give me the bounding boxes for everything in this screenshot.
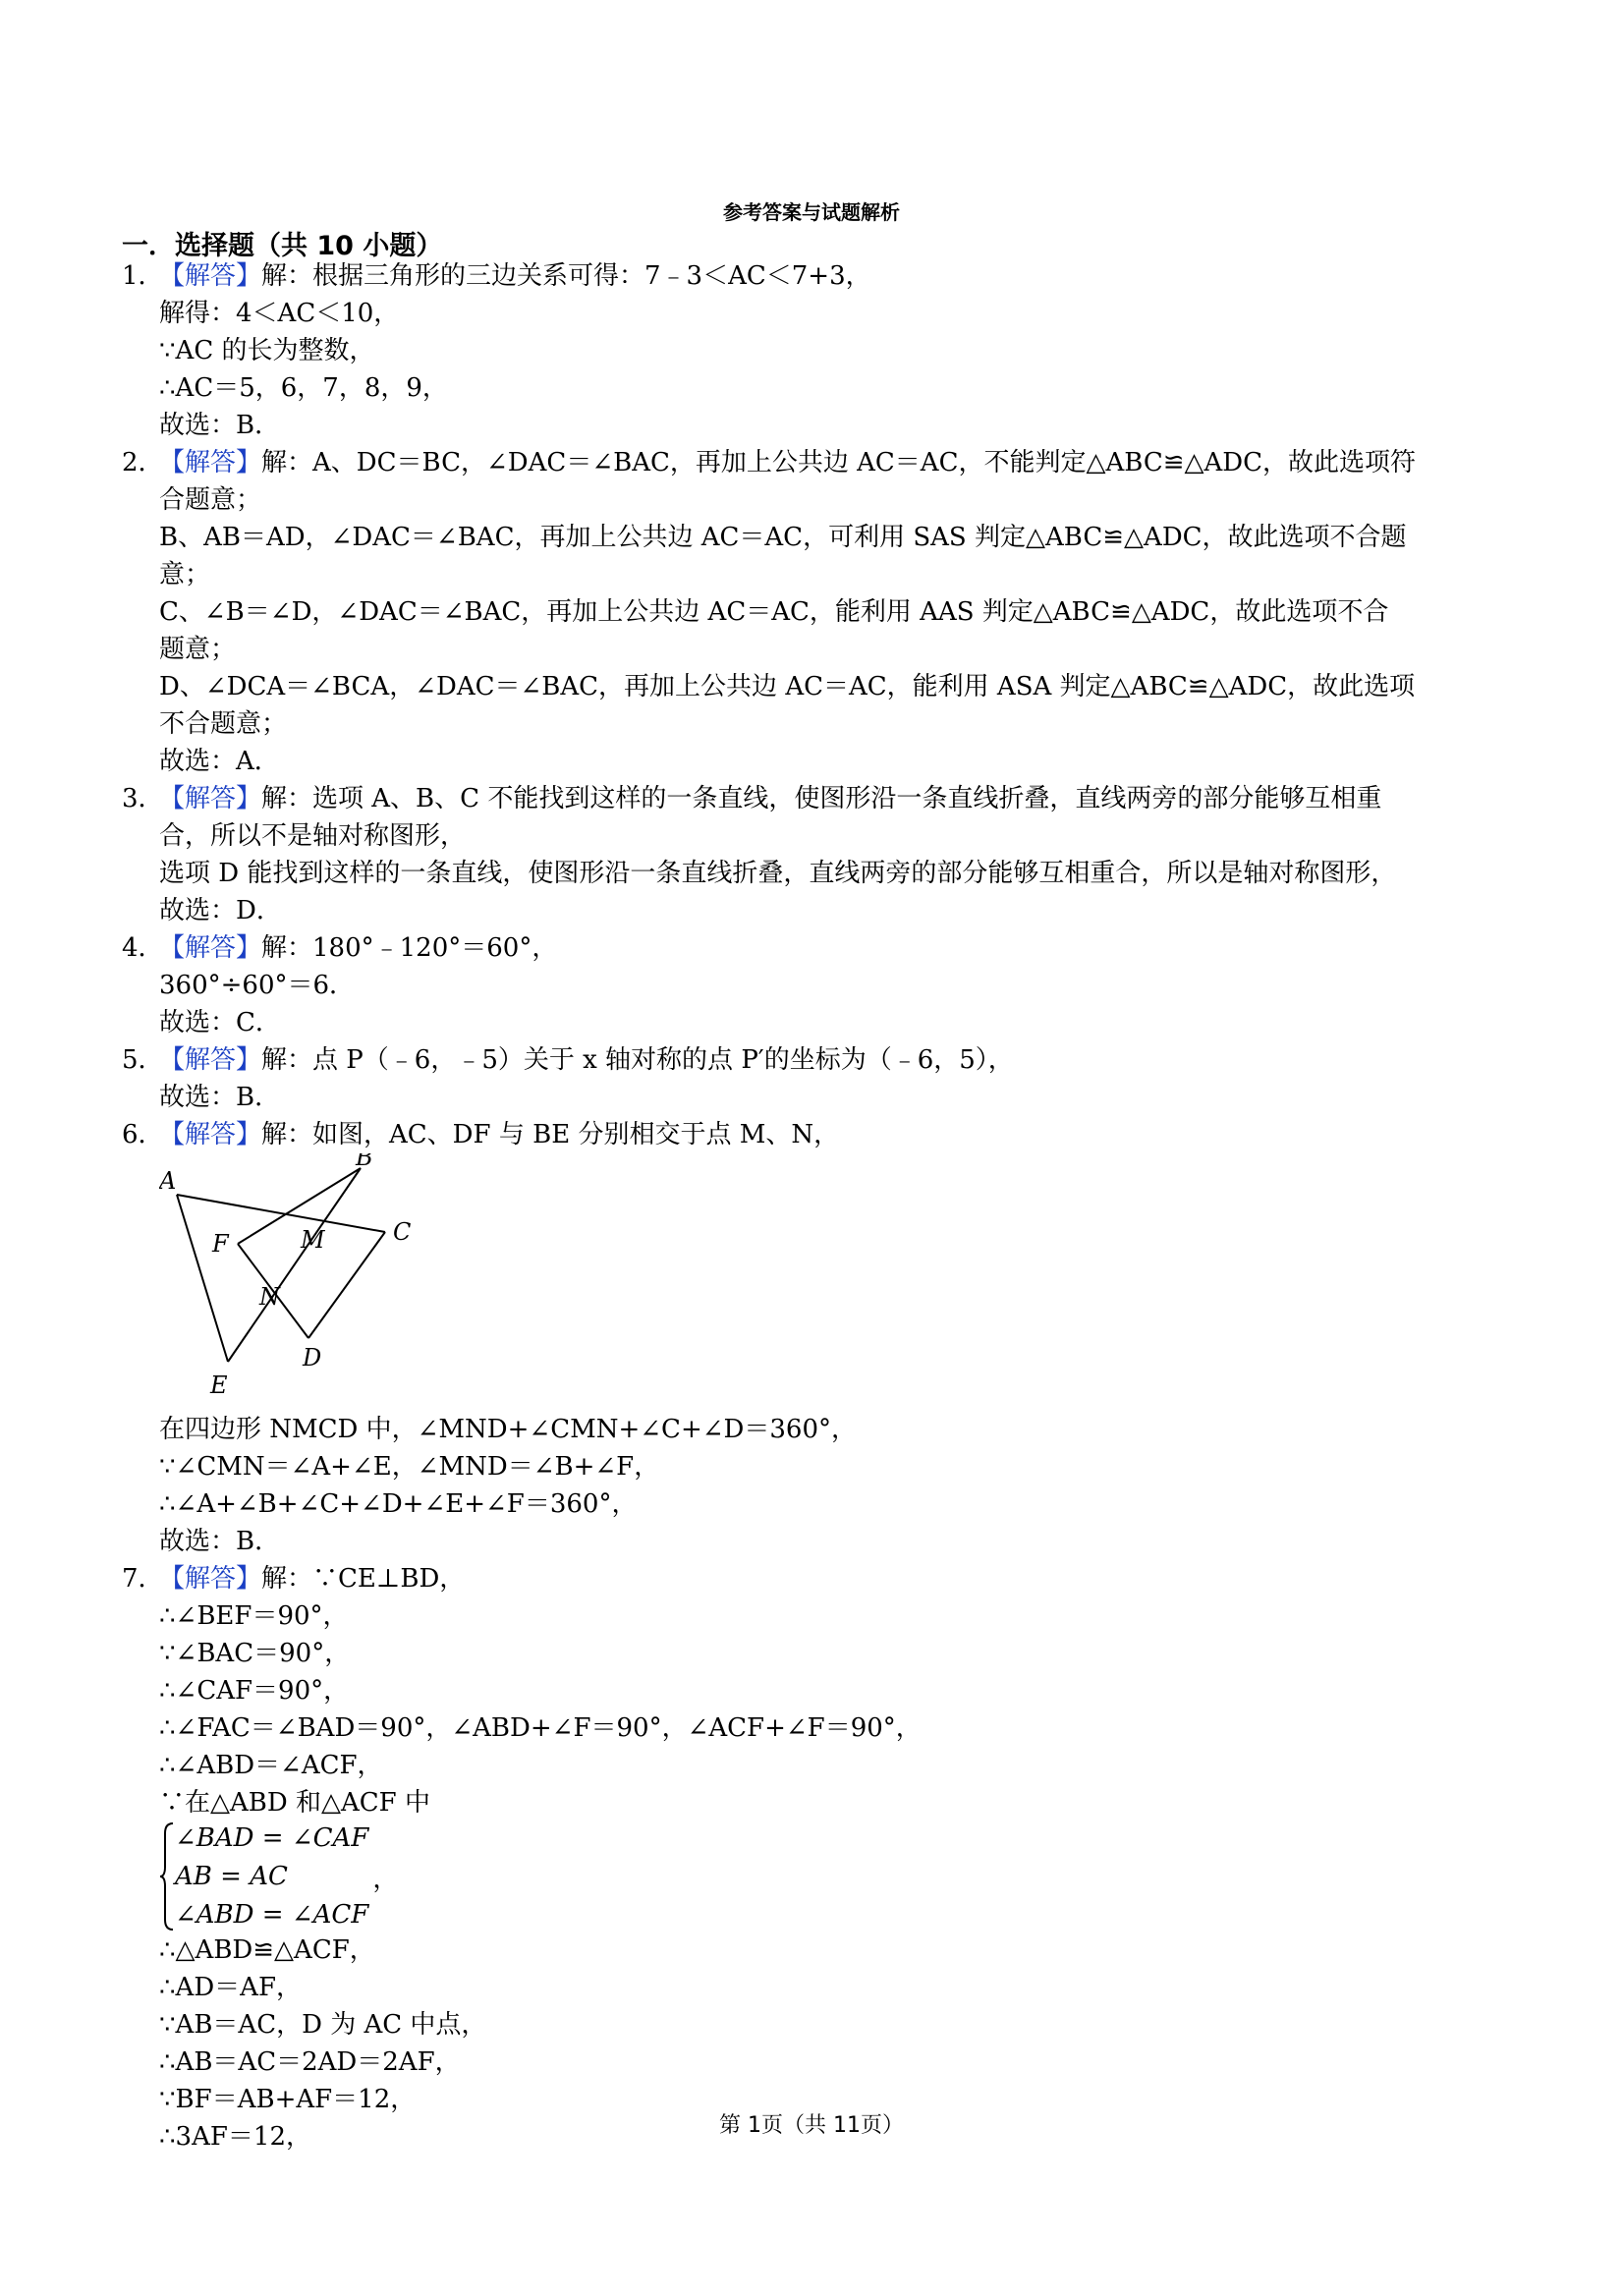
q3-line-2: 合，所以不是轴对称图形， [159, 821, 467, 851]
equation-line-1: ∠BAD = ∠CAF [175, 1823, 369, 1853]
q7-line-9: ∴AD＝AF， [159, 1973, 302, 2002]
q7-line-3: ∵∠BAC＝90°， [159, 1639, 351, 1668]
segment-b-f [238, 1168, 361, 1244]
q1-text: 解：根据三角形的三边关系可得：7﹣3＜AC＜7+3， [261, 261, 871, 291]
equation-lines [175, 1821, 368, 1932]
label-e: E [210, 1372, 228, 1399]
q7-line-13: ∴3AF＝12， [159, 2122, 311, 2152]
answer-tag: 【解答】 [159, 933, 262, 963]
label-c: C [393, 1218, 412, 1246]
q4-line-2: 360°÷60°＝6． [159, 971, 356, 1000]
label-d: D [303, 1344, 322, 1372]
equation-system [122, 1821, 1527, 1932]
left-brace-icon [159, 1821, 175, 1932]
q4-number: 4． [122, 933, 164, 963]
q4-line-3: 故选：C． [159, 1008, 281, 1037]
q6-number: 6． [122, 1120, 164, 1149]
q3-line-1 [122, 780, 1527, 817]
answer-content [122, 257, 1527, 2156]
q6-figure [122, 1153, 1527, 1411]
q2-line-9: 故选：A． [159, 747, 280, 776]
q2-line-3: B、AB＝AD，∠DAC＝∠BAC，再加上公共边 AC＝AC，可利用 SAS 判定△ABC≌△ADC，故此选项不合题 [159, 523, 1407, 552]
q7-text: 解：∵CE⊥BD， [261, 1564, 466, 1594]
q7-line-10: ∵AB＝AC，D 为 AC 中点， [159, 2010, 487, 2040]
answer-tag: 【解答】 [159, 1120, 262, 1149]
q3-number: 3． [122, 784, 164, 813]
answer-tag: 【解答】 [159, 784, 262, 813]
segment-b-e [228, 1168, 361, 1362]
q7-line-1 [122, 1560, 1527, 1597]
q2-line-4: 意； [159, 560, 211, 589]
q2-line-1 [122, 444, 1527, 481]
q7-line-6: ∴∠ABD＝∠ACF， [159, 1751, 383, 1780]
q7-line-2: ∴∠BEF＝90°， [159, 1601, 349, 1631]
q3-line-3: 选项 D 能找到这样的一条直线，使图形沿一条直线折叠，直线两旁的部分能够互相重合，所以是轴对称图形， [159, 859, 1397, 888]
segment-a-c [177, 1195, 385, 1232]
q1-number: 1． [122, 261, 164, 291]
q5-line-2: 故选：B． [159, 1083, 281, 1112]
q6-line-5: 故选：B． [159, 1527, 281, 1556]
answer-tag: 【解答】 [159, 448, 262, 477]
q2-line-7: D、∠DCA＝∠BCA，∠DAC＝∠BAC，再加上公共边 AC＝AC，能利用 ASA 判定△ABC≌△ADC，故此选项 [159, 672, 1416, 701]
q4-line-1 [122, 929, 1527, 967]
q6-line-2: 在四边形 NMCD 中，∠MND+∠CMN+∠C+∠D＝360°， [159, 1415, 857, 1444]
q7-line-11: ∴AB＝AC＝2AD＝2AF， [159, 2047, 461, 2077]
q5-number: 5． [122, 1045, 164, 1075]
equation-line-2: AB = AC [175, 1862, 288, 1891]
q2-line-6: 题意； [159, 635, 237, 664]
q1-line-2: 解得：4＜AC＜10， [159, 299, 400, 328]
q2-number: 2． [122, 448, 164, 477]
equation-comma: ， [372, 1864, 399, 1894]
triangle-figure [159, 1153, 454, 1411]
answer-tag: 【解答】 [159, 261, 262, 291]
q1-line-1 [122, 257, 1527, 295]
q7-line-7: ∵在△ABD 和△ACF 中 [159, 1788, 430, 1818]
q3-text: 解：选项 A、B、C 不能找到这样的一条直线，使图形沿一条直线折叠，直线两旁的部分能够互相重 [261, 784, 1382, 813]
label-b: B [356, 1153, 373, 1171]
q7-line-5: ∴∠FAC＝∠BAD＝90°，∠ABD+∠F＝90°，∠ACF+∠F＝90°， [159, 1713, 922, 1743]
segment-a-e [177, 1195, 228, 1362]
q6-line-3: ∵∠CMN＝∠A+∠E，∠MND＝∠B+∠F， [159, 1452, 660, 1482]
label-n: N [259, 1283, 280, 1311]
label-a: A [159, 1167, 177, 1195]
q2-text: 解：A、DC＝BC，∠DAC＝∠BAC，再加上公共边 AC＝AC，不能判定△ABC≌△ADC，故此选项符 [261, 448, 1417, 477]
q6-line-1 [122, 1116, 1527, 1153]
q1-line-3: ∵AC 的长为整数， [159, 336, 375, 365]
section-heading: 一．选择题（共 10 小题） [122, 231, 443, 261]
q7-line-8: ∴△ABD≌△ACF， [159, 1935, 375, 1965]
q7-line-4: ∴∠CAF＝90°， [159, 1676, 350, 1706]
q5-text: 解：点 P（﹣6，﹣5）关于 x 轴对称的点 P′的坐标为（﹣6，5）， [261, 1045, 1014, 1075]
label-f: F [212, 1230, 229, 1258]
q7-number: 7． [122, 1564, 164, 1594]
page-title: 参考答案与试题解析 [723, 200, 900, 224]
q2-line-8: 不合题意； [159, 709, 288, 739]
q2-line-5: C、∠B＝∠D，∠DAC＝∠BAC，再加上公共边 AC＝AC，能利用 AAS 判定△ABC≌△ADC，故此选项不合 [159, 597, 1389, 627]
q7-line-12: ∵BF＝AB+AF＝12， [159, 2085, 417, 2114]
q3-line-4: 故选：D． [159, 896, 282, 925]
q6-text: 解：如图，AC、DF 与 BE 分别相交于点 M、N， [261, 1120, 840, 1149]
q5-line-1 [122, 1041, 1527, 1079]
q4-text: 解：180°﹣120°＝60°， [261, 933, 558, 963]
answer-tag: 【解答】 [159, 1045, 262, 1075]
q6-line-4: ∴∠A+∠B+∠C+∠D+∠E+∠F＝360°， [159, 1489, 638, 1519]
equation-line-3: ∠ABD = ∠ACF [175, 1900, 369, 1930]
page-footer: 第 1页（共 11页） [719, 2113, 904, 2138]
q2-line-2: 合题意； [159, 485, 262, 515]
label-m: M [301, 1226, 325, 1254]
answer-tag: 【解答】 [159, 1564, 262, 1594]
q1-line-5: 故选：B． [159, 411, 281, 440]
q1-line-4: ∴AC＝5，6，7，8，9， [159, 373, 448, 403]
